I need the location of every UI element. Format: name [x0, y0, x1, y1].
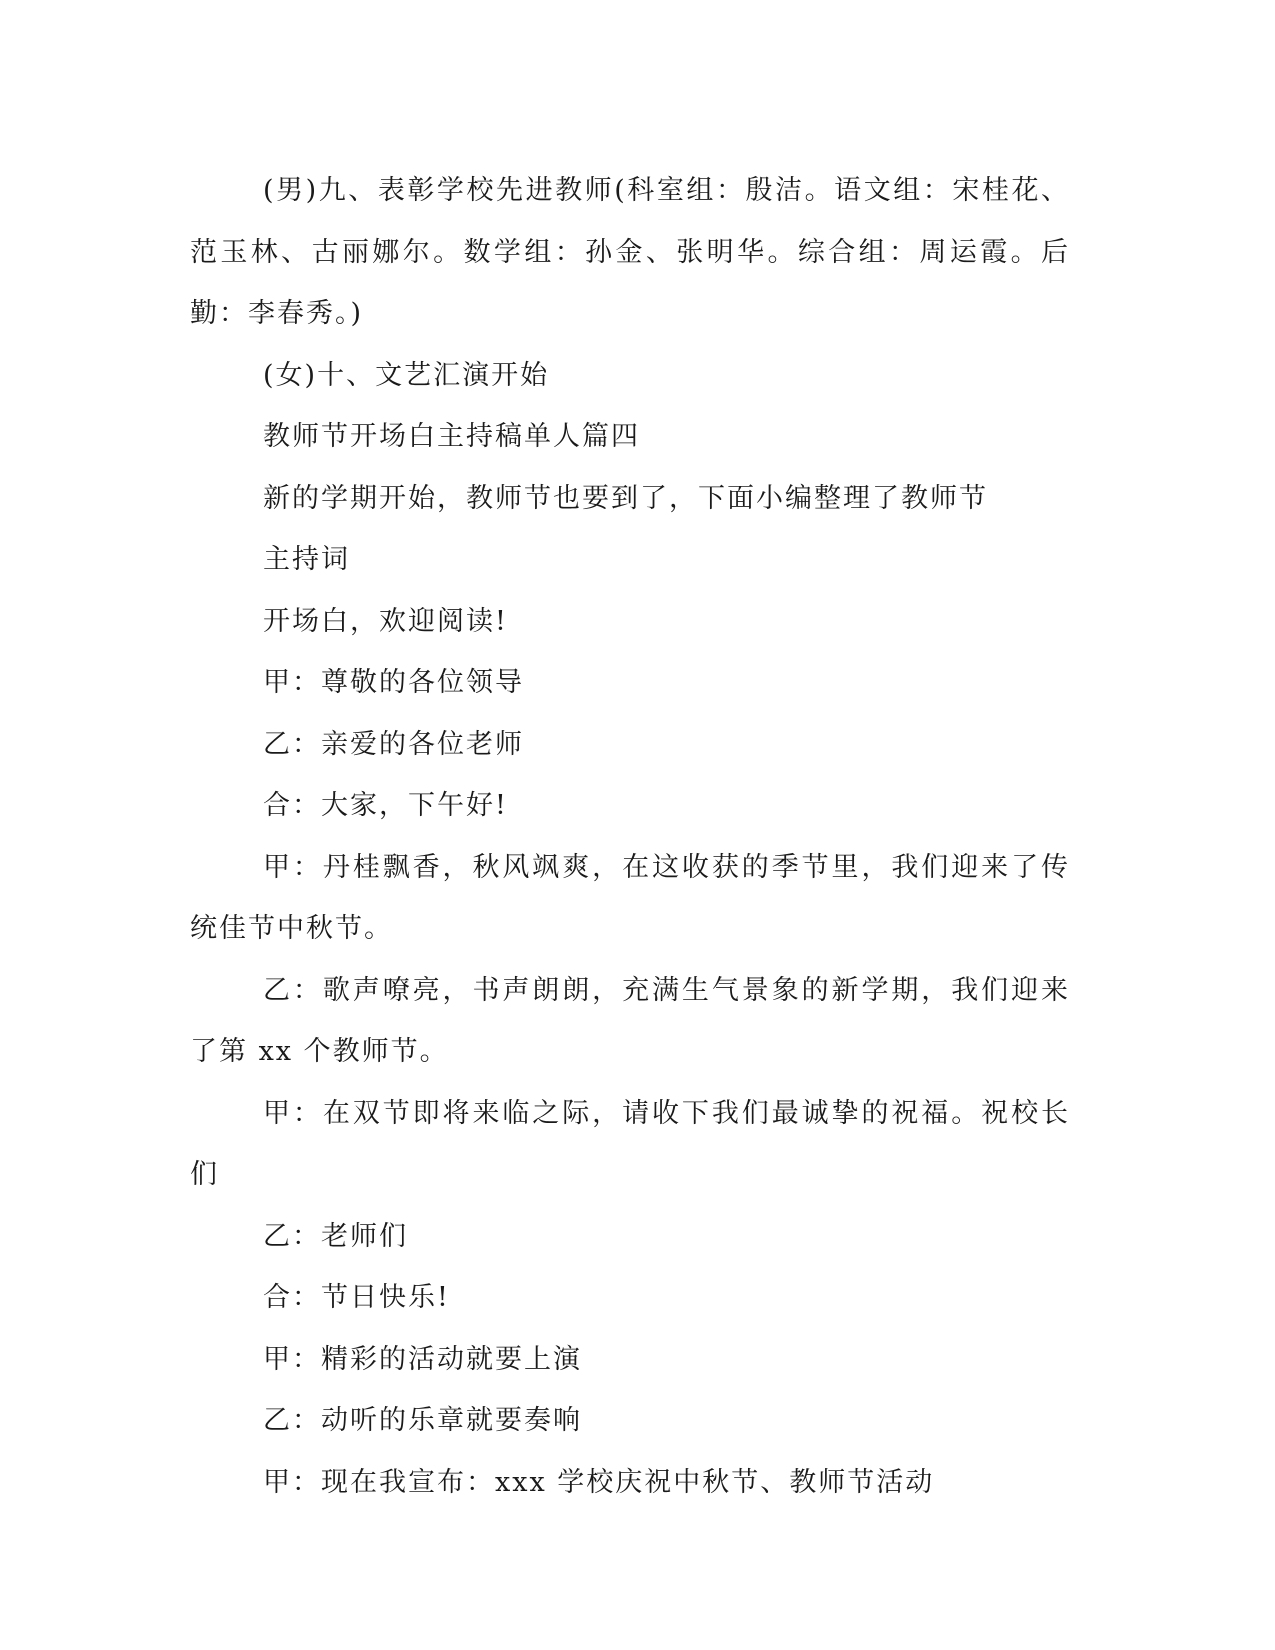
paragraph-commendation: (男)九、表彰学校先进教师(科室组：殷洁。语文组：宋桂花、范玉林、古丽娜尔。数学组：孙金、张明华。综合组：周运霞。后勤：李春秀。): [190, 175, 1070, 329]
dialogue-line: 合：大家，下午好!: [263, 790, 508, 821]
section-heading: 教师节开场白主持稿单人篇四: [263, 421, 640, 452]
dialogue-line: 合：节日快乐!: [263, 1282, 450, 1313]
document-body: [190, 160, 1070, 1513]
dialogue-line: 甲：丹桂飘香，秋风飒爽，在这收获的季节里，我们迎来了传统佳节中秋节。: [190, 851, 1070, 944]
paragraph-intro-cont: 主持词: [263, 544, 350, 575]
dialogue-line: 甲：尊敬的各位领导: [263, 667, 524, 698]
paragraph-intro: 新的学期开始，教师节也要到了，下面小编整理了教师节: [263, 482, 988, 514]
dialogue-line: 甲：现在我宣布：xxx 学校庆祝中秋节、教师节活动: [263, 1466, 935, 1498]
dialogue-line: 乙：歌声嘹亮，书声朗朗，充满生气景象的新学期，我们迎来了第 xx 个教师节。: [190, 974, 1070, 1067]
dialogue-line: 甲：在双节即将来临之际，请收下我们最诚挚的祝福。祝校长们: [190, 1097, 1070, 1190]
dialogue-line: 甲：精彩的活动就要上演: [263, 1343, 582, 1375]
dialogue-line: 乙：亲爱的各位老师: [263, 728, 524, 760]
paragraph-welcome: 开场白，欢迎阅读!: [263, 605, 508, 637]
paragraph-performance-start: (女)十、文艺汇演开始: [263, 359, 550, 391]
dialogue-line: 乙：老师们: [263, 1220, 408, 1252]
dialogue-line: 乙：动听的乐章就要奏响: [263, 1405, 582, 1436]
